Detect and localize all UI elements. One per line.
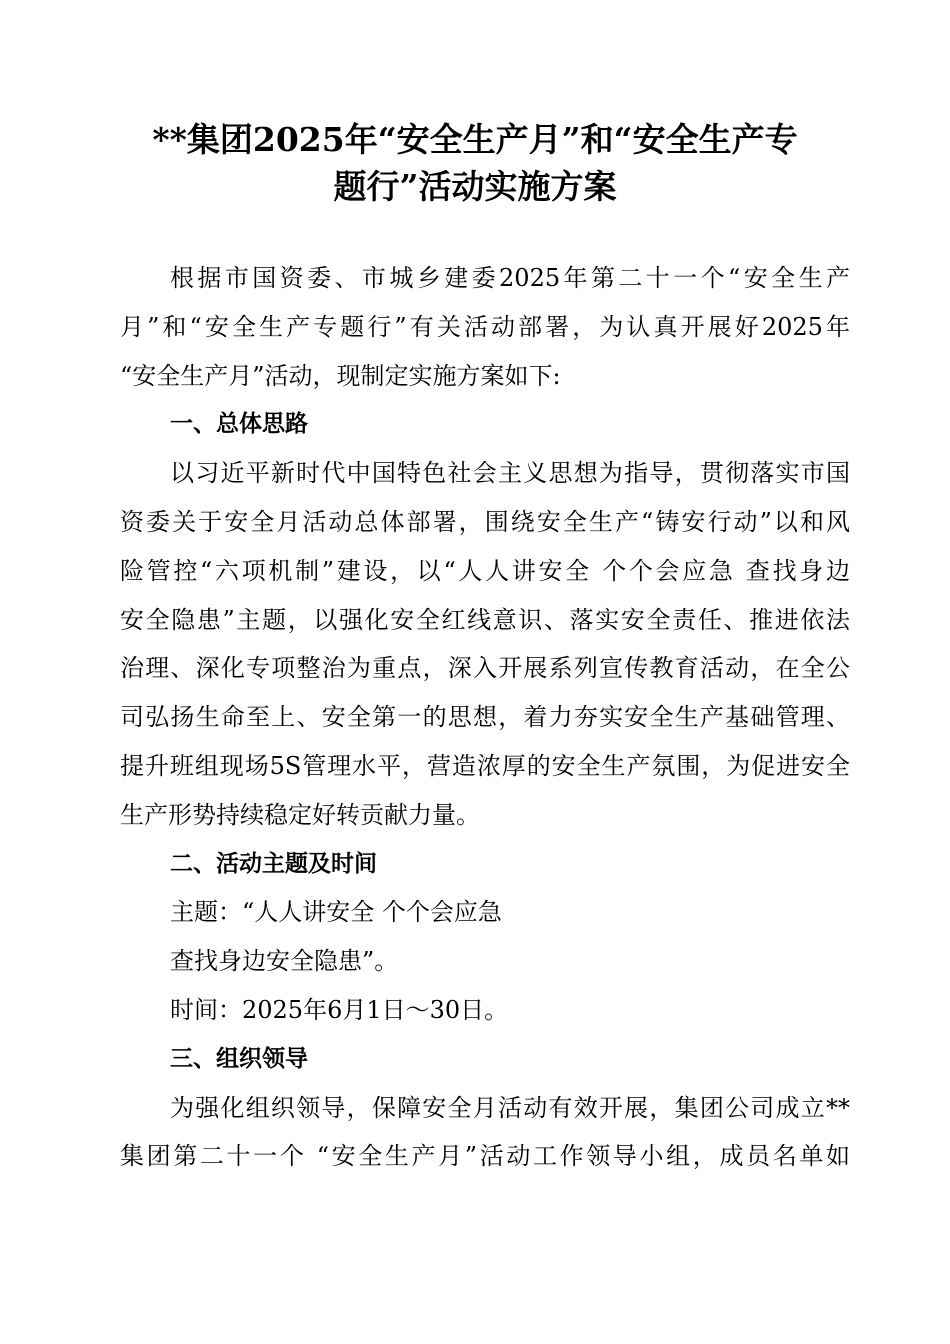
document-body xyxy=(120,254,850,1181)
section-1-line-5: 治理、深化专项整治为重点，深入开展系列宣传教育活动，在全公 xyxy=(120,654,850,683)
section-1-heading: 一、总体思路 xyxy=(170,411,308,438)
section-3-line-1: 为强化组织领导，保障安全月活动有效开展，集团公司成立** xyxy=(170,1093,850,1122)
theme-line-1: 主题：“人人讲安全 个个会应急 xyxy=(170,898,502,927)
title-line-1: **集团2025年“安全生产月”和“安全生产专 xyxy=(152,120,798,159)
theme-line-2: 查找身边安全隐患”。 xyxy=(170,947,399,976)
section-1-line-8: 生产形势持续稳定好转贡献力量。 xyxy=(120,800,480,829)
document-title xyxy=(100,116,850,210)
section-3-line-2: 集团第二十一个 “安全生产月”活动工作领导小组，成员名单如 xyxy=(120,1142,850,1171)
intro-line-1: 根据市国资委、市城乡建委2025年第二十一个“安全生产 xyxy=(170,264,850,292)
section-1-line-6: 司弘扬生命至上、安全第一的思想，着力夯实安全生产基础管理、 xyxy=(120,703,850,732)
intro-line-2: 月”和“安全生产专题行”有关活动部署，为认真开展好2025年 xyxy=(120,312,850,341)
section-2-heading: 二、活动主题及时间 xyxy=(170,850,377,877)
section-1-line-1: 以习近平新时代中国特色社会主义思想为指导，贯彻落实市国 xyxy=(170,459,850,488)
title-line-2: 题行”活动实施方案 xyxy=(333,167,617,206)
section-1-line-3: 险管控“六项机制”建设，以“人人讲安全 个个会应急 查找身边 xyxy=(120,556,850,585)
section-1-line-7: 提升班组现场5S管理水平，营造浓厚的安全生产氛围，为促进安全 xyxy=(120,751,850,780)
section-1-line-4: 安全隐患”主题，以强化安全红线意识、落实安全责任、推进依法 xyxy=(120,605,850,634)
section-3-heading: 三、组织领导 xyxy=(170,1045,308,1072)
section-1-line-2: 资委关于安全月活动总体部署，围绕安全生产“铸安行动”以和风 xyxy=(120,507,850,536)
intro-line-3: “安全生产月”活动，现制定实施方案如下: xyxy=(120,361,561,390)
time-line: 时间：2025年6月1日～30日。 xyxy=(170,995,509,1024)
